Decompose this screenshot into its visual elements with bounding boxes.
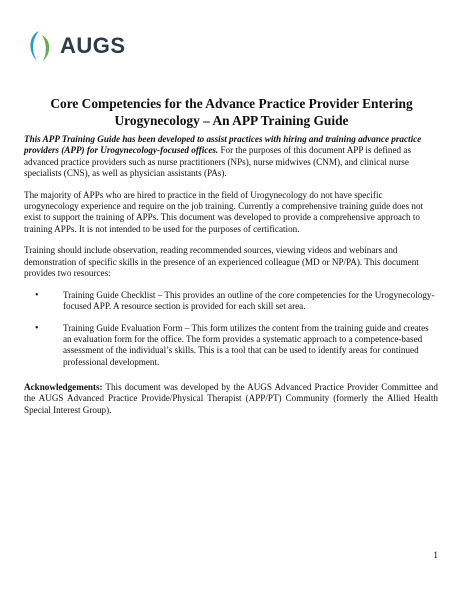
intro-lead: This APP Training Guide has been developed to assist practices with hiring and training advance practice providers (APP) for Urogynecology-focused offices. — [24, 134, 422, 156]
acknowledgements-text: This document was developed by the AUGS Advanced Practice Provider Committee and the AUGS Advanced Practice Provide/Physical Therapist (APP/PT) Community (formerly the Allied Health Special Interest Group). — [24, 382, 438, 415]
page-number: 1 — [433, 551, 438, 561]
augs-logo-mark-icon — [25, 29, 57, 63]
paragraph-2: The majority of APPs who are hired to practice in the field of Urogynecology do not have specific urogynecology experience and require on the job training. Currently a comprehensive training guide does not exist to support the training of APPs. This document was developed to provide a comprehensive approach to training APPs. It is not intended to be used for the purposes of certification. — [24, 189, 424, 234]
acknowledgements — [24, 382, 438, 416]
augs-logo — [25, 29, 126, 63]
intro-rest: For the purposes of this document APP is defined as advanced practice providers such as nurse practitioners (NPs), nurse midwives (CNM), and clinical nurse specialists (CNS), as well as physician assistants (PAs). — [24, 145, 411, 178]
intro-paragraph — [24, 134, 438, 179]
acknowledgements-label: Acknowledgements: — [24, 382, 103, 392]
resources-list — [24, 290, 438, 368]
document-body — [24, 134, 438, 379]
title-line-1: Core Competencies for the Advance Practice Provider Entering — [50, 96, 413, 111]
list-item: • Training Guide Checklist – This provides an outline of the core competencies for the Urogynecology-focused APP. A resource section is provided for each skill set area. — [63, 290, 438, 313]
title-line-2: Urogynecology – An APP Training Guide — [114, 113, 349, 128]
logo-text: AUGS — [60, 33, 126, 58]
paragraph-3: Training should include observation, reading recommended sources, viewing videos and webinars and demonstration of specific skills in the presence of an experienced colleague (MD or NP/PA). This document provides two resources: — [24, 245, 419, 278]
list-item: • Training Guide Evaluation Form – This form utilizes the content from the training guide and creates an evaluation form for the office. The form provides a systematic approach to a competence-based assessment of the individual’s skills. This is a tool that can be used to identify areas for continued professional development. — [63, 323, 438, 368]
document-title — [24, 95, 439, 129]
